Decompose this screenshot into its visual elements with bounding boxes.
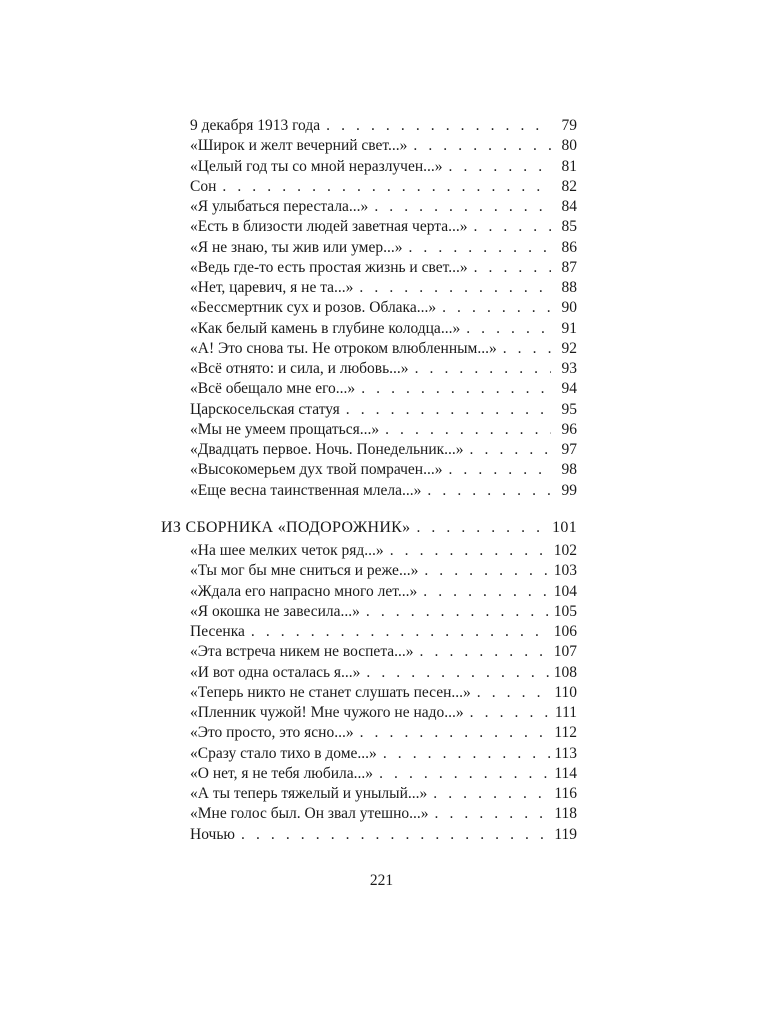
entry-page: 92 bbox=[561, 339, 577, 357]
toc-entry bbox=[190, 561, 577, 581]
entry-page: 116 bbox=[554, 785, 577, 802]
entry-page: 91 bbox=[561, 319, 577, 337]
entry-page: 113 bbox=[554, 744, 577, 762]
entry-page: 112 bbox=[554, 724, 577, 742]
dot-leader bbox=[241, 825, 550, 845]
toc-entry bbox=[190, 723, 577, 743]
toc-block-1 bbox=[190, 116, 577, 501]
entry-page: 107 bbox=[553, 643, 577, 661]
toc-entry bbox=[190, 642, 577, 662]
dot-leader bbox=[415, 359, 551, 379]
entry-title: «Теперь никто не станет слушать песен...» bbox=[190, 683, 471, 701]
dot-leader bbox=[427, 481, 551, 501]
entry-page: 106 bbox=[553, 623, 577, 640]
entry-title: «Двадцать первое. Ночь. Понедельник...» bbox=[190, 441, 464, 458]
dot-leader bbox=[435, 804, 551, 824]
toc-entry bbox=[190, 400, 577, 420]
entry-title: «Я окошка не завесила...» bbox=[190, 602, 360, 620]
toc-entry bbox=[190, 298, 577, 318]
entry-title: 9 декабря 1913 года bbox=[190, 117, 321, 134]
toc-entry bbox=[190, 359, 577, 379]
entry-page: 94 bbox=[561, 380, 577, 398]
dot-leader bbox=[474, 258, 551, 278]
entry-page: 119 bbox=[554, 825, 577, 843]
entry-page: 81 bbox=[561, 157, 577, 175]
toc-entry bbox=[190, 157, 577, 177]
entry-title: «Сразу стало тихо в доме...» bbox=[190, 744, 377, 762]
dot-leader bbox=[416, 518, 548, 538]
entry-page: 79 bbox=[561, 117, 577, 134]
dot-leader bbox=[433, 784, 550, 804]
toc-entry bbox=[190, 440, 577, 460]
entry-page: 108 bbox=[553, 663, 577, 681]
entry-page: 90 bbox=[561, 299, 577, 317]
toc-entry bbox=[190, 339, 577, 359]
entry-page: 105 bbox=[553, 602, 577, 620]
entry-title: «Целый год ты со мной неразлучен...» bbox=[190, 157, 443, 175]
entry-title: «Бессмертник сух и розов. Облака...» bbox=[190, 299, 437, 317]
entry-page: 93 bbox=[561, 360, 577, 377]
toc-entry bbox=[190, 663, 577, 683]
entry-page: 95 bbox=[561, 400, 577, 418]
entry-page: 110 bbox=[554, 683, 577, 701]
dot-leader bbox=[420, 642, 550, 662]
dot-leader bbox=[448, 460, 551, 480]
entry-title: «Ведь где-то есть простая жизнь и свет...» bbox=[190, 258, 468, 276]
dot-leader bbox=[503, 339, 551, 359]
toc-entry bbox=[190, 258, 577, 278]
section-heading bbox=[161, 518, 577, 538]
entry-page: 86 bbox=[561, 238, 577, 256]
dot-leader bbox=[413, 136, 551, 156]
dot-leader bbox=[361, 379, 551, 399]
dot-leader bbox=[359, 278, 551, 298]
toc-entry bbox=[190, 602, 577, 622]
toc-entry bbox=[190, 804, 577, 824]
entry-title: «Мне голос был. Он звал утешно...» bbox=[190, 805, 429, 823]
entry-title: «Эта встреча никем не воспета...» bbox=[190, 643, 414, 661]
dot-leader bbox=[390, 541, 550, 561]
dot-leader bbox=[346, 400, 551, 420]
toc-entry bbox=[190, 703, 577, 723]
toc-entry bbox=[190, 622, 577, 642]
entry-page: 87 bbox=[561, 258, 577, 276]
entry-title: «Высокомерьем дух твой помрачен...» bbox=[190, 461, 443, 479]
entry-page: 102 bbox=[553, 542, 577, 559]
entry-title: Ночью bbox=[190, 825, 235, 843]
entry-title: «Мы не умеем прощаться...» bbox=[190, 420, 380, 438]
dot-leader bbox=[251, 622, 550, 642]
entry-page: 80 bbox=[561, 137, 577, 155]
toc-entry bbox=[190, 784, 577, 804]
section-page: 101 bbox=[552, 518, 577, 536]
dot-leader bbox=[222, 177, 551, 197]
dot-leader bbox=[442, 298, 551, 318]
entry-title: «А! Это снова ты. Не отроком влюбленным...» bbox=[190, 339, 497, 357]
entry-title: «Широк и желт вечерний свет...» bbox=[190, 137, 408, 155]
entry-page: 82 bbox=[561, 177, 577, 195]
entry-page: 97 bbox=[561, 441, 577, 458]
toc-entry bbox=[190, 177, 577, 197]
entry-title: «Как белый камень в глубине колодца...» bbox=[190, 319, 461, 337]
toc-entry bbox=[190, 460, 577, 480]
page-number: 221 bbox=[369, 872, 394, 889]
entry-title: «А ты теперь тяжелый и унылый...» bbox=[190, 785, 428, 802]
toc-entry bbox=[190, 541, 577, 561]
dot-leader bbox=[326, 116, 551, 136]
entry-page: 99 bbox=[561, 481, 577, 499]
dot-leader bbox=[470, 703, 551, 723]
dot-leader bbox=[423, 582, 550, 602]
entry-page: 111 bbox=[554, 704, 577, 721]
entry-page: 88 bbox=[561, 279, 577, 296]
entry-page: 85 bbox=[561, 218, 577, 236]
dot-leader bbox=[385, 420, 551, 440]
toc-entry bbox=[190, 582, 577, 602]
entry-title: «Я улыбаться перестала...» bbox=[190, 198, 369, 215]
dot-leader bbox=[379, 764, 550, 784]
toc-entry bbox=[190, 197, 577, 217]
entry-page: 114 bbox=[554, 764, 577, 782]
dot-leader bbox=[360, 723, 551, 743]
toc-entry bbox=[190, 136, 577, 156]
entry-title: Царскосельская статуя bbox=[190, 400, 340, 418]
entry-title: «Есть в близости людей заветная черта...» bbox=[190, 218, 468, 236]
dot-leader bbox=[366, 663, 549, 683]
entry-page: 103 bbox=[553, 562, 577, 580]
toc-entry bbox=[190, 238, 577, 258]
toc-entry bbox=[190, 420, 577, 440]
dot-leader bbox=[474, 217, 552, 237]
dot-leader bbox=[470, 440, 551, 460]
table-of-contents bbox=[161, 116, 577, 845]
dot-leader bbox=[374, 197, 551, 217]
entry-page: 96 bbox=[561, 420, 577, 438]
toc-entry bbox=[190, 744, 577, 764]
section-title: ИЗ СБОРНИКА «ПОДОРОЖНИК» bbox=[161, 518, 411, 536]
entry-title: «Это просто, это ясно...» bbox=[190, 724, 354, 742]
dot-leader bbox=[449, 157, 551, 177]
entry-title: Сон bbox=[190, 177, 217, 195]
dot-leader bbox=[466, 319, 551, 339]
entry-title: «Пленник чужой! Мне чужого не надо...» bbox=[190, 704, 464, 721]
entry-title: «Я не знаю, ты жив или умер...» bbox=[190, 238, 403, 256]
entry-title: «На шее мелких четок ряд...» bbox=[190, 542, 384, 559]
toc-entry bbox=[190, 481, 577, 501]
entry-page: 118 bbox=[554, 805, 577, 823]
dot-leader bbox=[424, 561, 549, 581]
entry-page: 98 bbox=[561, 461, 577, 479]
toc-entry bbox=[190, 116, 577, 136]
dot-leader bbox=[408, 238, 551, 258]
entry-title: «Ты мог бы мне сниться и реже...» bbox=[190, 562, 419, 580]
entry-title: «Всё отнято: и сила, и любовь...» bbox=[190, 360, 409, 377]
entry-title: Песенка bbox=[190, 623, 245, 640]
entry-title: «И вот одна осталась я...» bbox=[190, 663, 361, 681]
dot-leader bbox=[383, 744, 551, 764]
toc-entry bbox=[190, 319, 577, 339]
entry-title: «Нет, царевич, я не та...» bbox=[190, 279, 354, 296]
entry-title: «О нет, я не тебя любила...» bbox=[190, 764, 374, 782]
entry-title: «Всё обещало мне его...» bbox=[190, 380, 356, 398]
entry-title: «Еще весна таинственная млела...» bbox=[190, 481, 422, 499]
entry-page: 104 bbox=[553, 582, 577, 600]
dot-leader bbox=[366, 602, 550, 622]
entry-page: 84 bbox=[561, 198, 577, 215]
toc-entry bbox=[190, 217, 577, 237]
toc-entry bbox=[190, 683, 577, 703]
entry-title: «Ждала его напрасно много лет...» bbox=[190, 582, 418, 600]
dot-leader bbox=[477, 683, 551, 703]
toc-block-2 bbox=[190, 541, 577, 845]
toc-entry bbox=[190, 278, 577, 298]
toc-entry bbox=[190, 379, 577, 399]
toc-entry bbox=[190, 764, 577, 784]
toc-entry bbox=[190, 825, 577, 845]
